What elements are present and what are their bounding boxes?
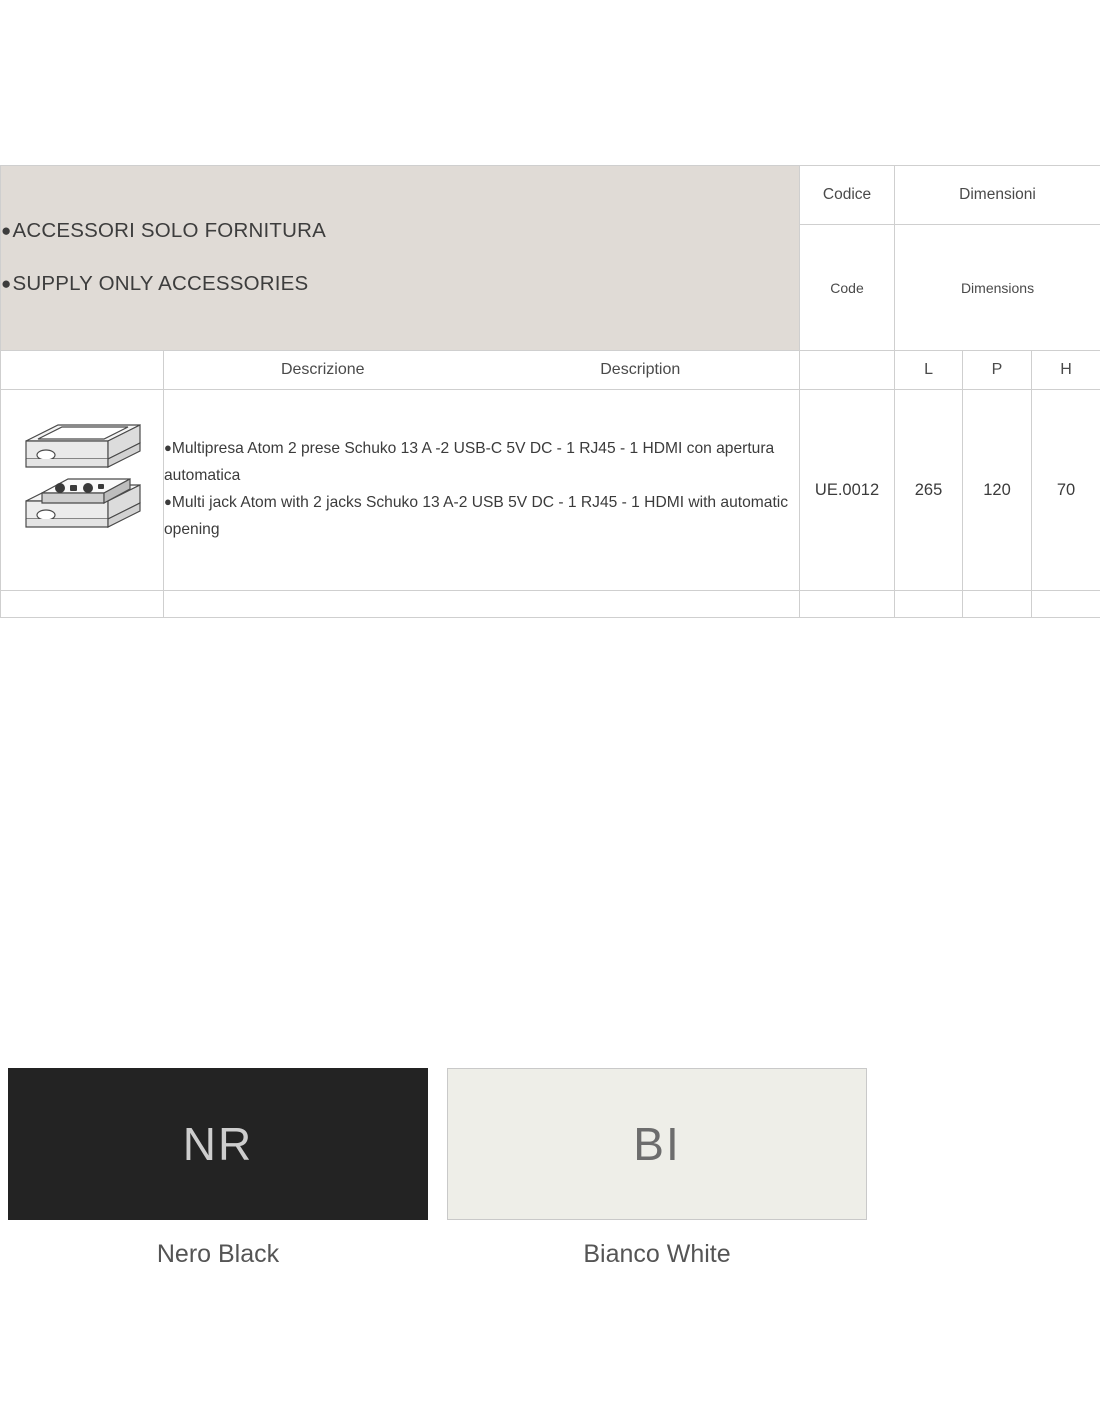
spacer-cell-l (895, 591, 963, 618)
spacer-cell-image (1, 591, 164, 618)
power-socket-box-icon (12, 415, 152, 565)
code-column-label (800, 351, 895, 390)
swatch-code-bi: BI (633, 1118, 681, 1170)
swatch-chip-bianco[interactable] (447, 1068, 867, 1220)
bullet-icon: ● (164, 494, 172, 509)
product-length: 265 (895, 390, 963, 591)
header-title-english: ●SUPPLY ONLY ACCESSORIES (1, 272, 309, 295)
code-header-en: Code (800, 225, 895, 351)
product-height: 70 (1032, 390, 1100, 591)
spacer-cell-h (1032, 591, 1100, 618)
swatch-nero-black[interactable] (8, 1068, 428, 1269)
image-column-label (1, 351, 164, 390)
swatch-chip-nero[interactable] (8, 1068, 428, 1220)
product-depth: 120 (963, 390, 1032, 591)
description-english: ●Multi jack Atom with 2 jacks Schuko 13 A-2 USB 5V DC - 1 RJ45 - 1 HDMI with automatic opening (164, 494, 789, 538)
header-title-cell (1, 166, 800, 351)
description-column-label (164, 351, 800, 390)
bullet-icon: ● (164, 440, 172, 456)
swatch-label-nr: Nero Black (156, 1240, 280, 1268)
dimensions-header-it: Dimensioni (895, 166, 1100, 225)
finish-swatches (0, 1068, 1100, 1318)
swatch-bianco-white[interactable] (447, 1068, 867, 1269)
swatch-code-nr: NR (182, 1118, 254, 1170)
spacer-cell-code (800, 591, 895, 618)
l-column-label: L (895, 351, 963, 390)
table-row (1, 390, 1100, 591)
table-bottom-spacer-row (1, 591, 1100, 618)
accessories-table (0, 165, 1100, 618)
description-label: Description (600, 361, 681, 378)
product-code: UE.0012 (800, 390, 895, 591)
bullet-icon: ● (1, 274, 12, 293)
spacer-cell-p (963, 591, 1032, 618)
h-column-label: H (1032, 351, 1100, 390)
descrizione-label: Descrizione (280, 361, 365, 378)
table-header-row-1 (1, 166, 1100, 225)
dimensions-header-en: Dimensions (895, 225, 1100, 351)
product-description-cell (164, 390, 800, 591)
code-header-it: Codice (800, 166, 895, 225)
p-column-label: P (963, 351, 1032, 390)
spacer-cell-description (164, 591, 800, 618)
description-italian: ●Multipresa Atom 2 prese Schuko 13 A -2 USB-C 5V DC - 1 RJ45 - 1 HDMI con apertura automatica (164, 440, 775, 485)
swatch-label-bi: Bianco White (583, 1240, 731, 1268)
bullet-icon: ● (1, 221, 12, 241)
product-image-cell (1, 390, 164, 591)
header-title-italian: ●ACCESSORI SOLO FORNITURA (1, 219, 326, 243)
table-column-labels (1, 351, 1100, 390)
